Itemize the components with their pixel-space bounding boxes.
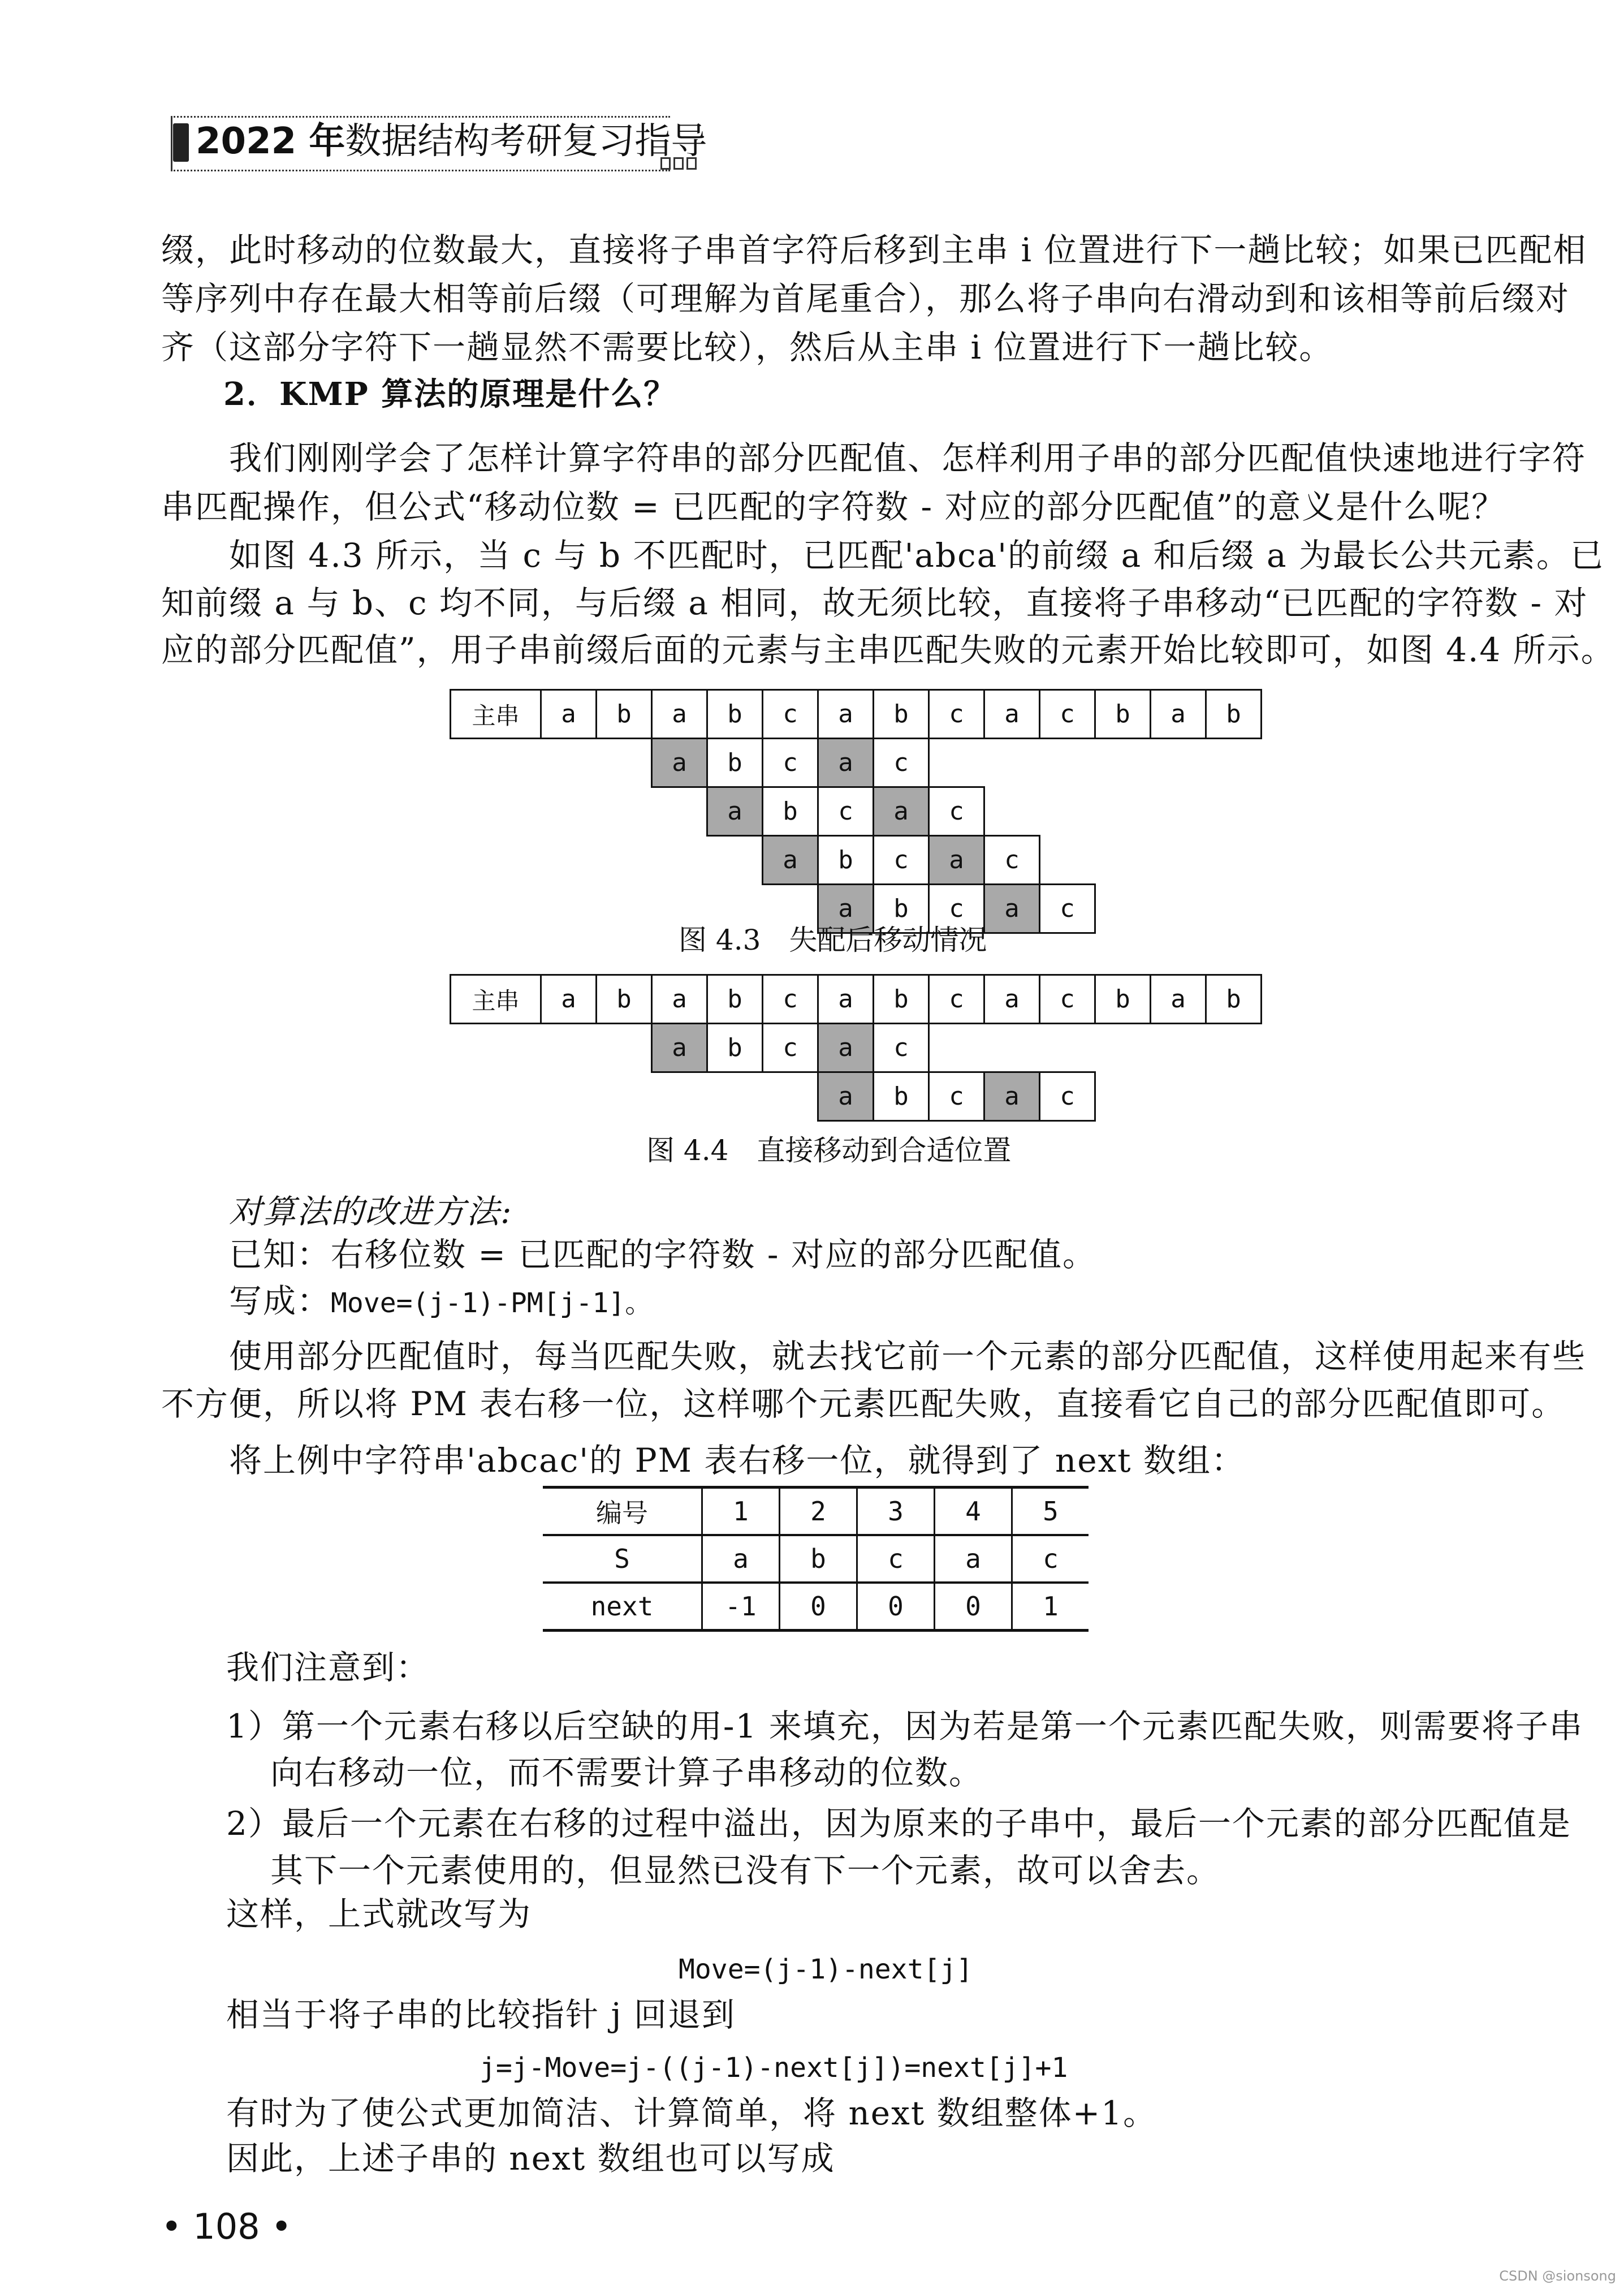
table-cell: -1	[702, 1583, 780, 1631]
note-item-1-cont: 向右移动一位，而不需要计算子串移动的位数。	[270, 1753, 983, 1792]
pattern-cell-shaded: a	[817, 1023, 874, 1073]
paragraph-line: 串匹配操作，但公式“移动位数 = 已匹配的字符数 - 对应的部分匹配值”的意义是什么呢？	[161, 488, 1506, 526]
pattern-cell: b	[706, 738, 763, 788]
table-cell: 0	[780, 1583, 857, 1631]
table-cell: 1	[702, 1488, 780, 1536]
figure-4-3-caption: 图 4.3 失配后移动情况	[679, 924, 987, 956]
paragraph-line: 如图 4.3 所示，当 c 与 b 不匹配时，已匹配'abca'的前缀 a 和后缀 a 为最长公共元素。已	[229, 536, 1605, 575]
note-item-1: 1）第一个元素右移以后空缺的用-1 来填充，因为若是第一个元素匹配失败，则需要将子串	[226, 1707, 1583, 1745]
paragraph-line: 将上例中字符串'abcac'的 PM 表右移一位，就得到了 next 数组：	[229, 1441, 1245, 1480]
table-row	[543, 1583, 1089, 1631]
row-header: S	[543, 1535, 702, 1583]
rewrite-line: 这样，上式就改写为	[226, 1895, 532, 1933]
pointer-line: 相当于将子串的比较指针 j 回退到	[226, 1995, 736, 2034]
pattern-cell: c	[762, 1023, 819, 1073]
plus-one-line: 有时为了使公式更加简洁、计算简单，将 next 数组整体+1。	[226, 2094, 1157, 2132]
main-string-cell: a	[817, 689, 874, 739]
main-string-cell: b	[1205, 974, 1262, 1024]
paragraph-line: 知前缀 a 与 b、c 均不同，与后缀 a 相同，故无须比较，直接将子串移动“已匹配的字符数 - 对	[161, 584, 1588, 622]
table-cell: 0	[857, 1583, 935, 1631]
paragraph-line: 等序列中存在最大相等前后缀（可理解为首尾重合），那么将子串向右滑动到和该相等前后缀对	[161, 279, 1570, 318]
main-string-cell: a	[1150, 689, 1207, 739]
paragraph-line: 我们刚刚学会了怎样计算字符串的部分匹配值、怎样利用子串的部分匹配值快速地进行字符	[229, 439, 1587, 477]
main-string-cell: b	[595, 974, 653, 1024]
main-string-cell: a	[540, 689, 597, 739]
pattern-cell: c	[1039, 883, 1096, 934]
pattern-cell: c	[762, 738, 819, 788]
table-cell: 4	[935, 1488, 1012, 1536]
running-header-title	[196, 121, 707, 162]
known-line: 已知：右移位数 = 已匹配的字符数 - 对应的部分匹配值。	[229, 1235, 1096, 1274]
pattern-cell-shaded: a	[651, 738, 708, 788]
pattern-cell-shaded: a	[762, 835, 819, 885]
main-string-cell: c	[928, 689, 985, 739]
main-string-cell: a	[1150, 974, 1207, 1024]
main-string-cell: a	[651, 689, 708, 739]
pattern-cell: c	[873, 1023, 930, 1073]
main-string-cell: b	[1094, 974, 1151, 1024]
paragraph-line: 应的部分匹配值”，用子串前缀后面的元素与主串匹配失败的元素开始比较即可，如图 4.4 所示。	[161, 631, 1615, 669]
pattern-cell: c	[1039, 1071, 1096, 1122]
note-item-2: 2）最后一个元素在右移的过程中溢出，因为原来的子串中，最后一个元素的部分匹配值是	[226, 1804, 1571, 1843]
main-string-cell: b	[706, 689, 763, 739]
main-string-cell: a	[540, 974, 597, 1024]
pattern-cell: c	[873, 738, 930, 788]
main-string-cell: c	[1039, 974, 1096, 1024]
pattern-cell-shaded: a	[651, 1023, 708, 1073]
improve-title: 对算法的改进方法:	[229, 1192, 513, 1231]
pattern-cell: b	[706, 1023, 763, 1073]
formula-j: j=j-Move=j-((j-1)-next[j])=next[j]+1	[480, 2052, 1068, 2084]
pattern-cell: b	[873, 883, 930, 934]
pattern-cell: b	[762, 786, 819, 837]
paragraph-line: 缀，此时移动的位数最大，直接将子串首字符后移到主串 i 位置进行下一趟比较；如果已匹配相	[161, 231, 1587, 269]
therefore-line: 因此，上述子串的 next 数组也可以写成	[226, 2139, 835, 2178]
main-string-label: 主串	[450, 689, 542, 739]
pattern-cell: b	[873, 1071, 930, 1122]
table-cell: 3	[857, 1488, 935, 1536]
main-string-cell: c	[1039, 689, 1096, 739]
table-cell: b	[780, 1535, 857, 1583]
next-array-table	[543, 1486, 1089, 1632]
pattern-cell-shaded: a	[817, 738, 874, 788]
header-year: 2022 年	[196, 120, 345, 162]
paragraph-line: 不方便，所以将 PM 表右移一位，这样哪个元素匹配失败，直接看它自己的部分匹配值即可。	[161, 1385, 1566, 1423]
paragraph-line: 使用部分匹配值时，每当匹配失败，就去找它前一个元素的部分匹配值，这样使用起来有些	[229, 1337, 1587, 1376]
paragraph-line: 齐（这部分字符下一趟显然不需要比较），然后从主串 i 位置进行下一趟比较。	[161, 328, 1333, 367]
header-marker-bar	[173, 123, 189, 162]
table-row	[543, 1535, 1089, 1583]
table-row	[543, 1488, 1089, 1536]
pattern-cell: b	[817, 835, 874, 885]
pattern-cell: c	[983, 835, 1040, 885]
pattern-cell-shaded: a	[983, 883, 1040, 934]
table-cell: 2	[780, 1488, 857, 1536]
formula-move: Move=(j-1)-next[j]	[679, 1954, 973, 1985]
figure-4-4-caption: 图 4.4 直接移动到合适位置	[646, 1134, 1012, 1167]
main-string-cell: b	[1094, 689, 1151, 739]
main-string-label: 主串	[450, 974, 542, 1024]
main-string-cell: a	[983, 689, 1040, 739]
table-cell: 1	[1012, 1583, 1089, 1631]
section-heading: 2．KMP 算法的原理是什么？	[223, 376, 677, 413]
main-string-cell: b	[706, 974, 763, 1024]
row-header: next	[543, 1583, 702, 1631]
pattern-cell: c	[928, 1071, 985, 1122]
main-string-cell: b	[873, 689, 930, 739]
watermark: CSDN @sionsong	[1499, 2268, 1616, 2284]
main-string-cell: a	[983, 974, 1040, 1024]
write-prefix: 写成：	[229, 1282, 331, 1320]
main-string-cell: a	[651, 974, 708, 1024]
table-cell: 5	[1012, 1488, 1089, 1536]
pattern-cell-shaded: a	[928, 835, 985, 885]
table-cell: a	[702, 1535, 780, 1583]
pattern-cell: c	[817, 786, 874, 837]
header-decoration-squares	[660, 157, 697, 170]
main-string-cell: a	[817, 974, 874, 1024]
table-cell: a	[935, 1535, 1012, 1583]
main-string-cell: c	[762, 974, 819, 1024]
main-string-cell: b	[1205, 689, 1262, 739]
main-string-cell: b	[873, 974, 930, 1024]
note-item-2-cont: 其下一个元素使用的，但显然已没有下一个元素，故可以舍去。	[270, 1851, 1221, 1890]
pattern-cell-shaded: a	[983, 1071, 1040, 1122]
main-string-cell: c	[762, 689, 819, 739]
pm-formula: Move=(j-1)-PM[j-1]。	[331, 1287, 653, 1319]
table-cell: c	[857, 1535, 935, 1583]
table-cell: c	[1012, 1535, 1089, 1583]
pattern-cell-shaded: a	[873, 786, 930, 837]
pattern-cell: c	[928, 883, 985, 934]
page-number: • 108 •	[161, 2206, 292, 2247]
notes-intro: 我们注意到：	[226, 1648, 430, 1687]
main-string-cell: b	[595, 689, 653, 739]
pattern-cell-shaded: a	[817, 1071, 874, 1122]
row-header: 编号	[543, 1488, 702, 1536]
table-cell: 0	[935, 1583, 1012, 1631]
pattern-cell-shaded: a	[817, 883, 874, 934]
write-line	[229, 1283, 652, 1321]
pattern-cell-shaded: a	[706, 786, 763, 837]
header-book-title: 数据结构考研复习指导	[345, 120, 707, 162]
pattern-cell: c	[928, 786, 985, 837]
main-string-cell: c	[928, 974, 985, 1024]
pattern-cell: c	[873, 835, 930, 885]
